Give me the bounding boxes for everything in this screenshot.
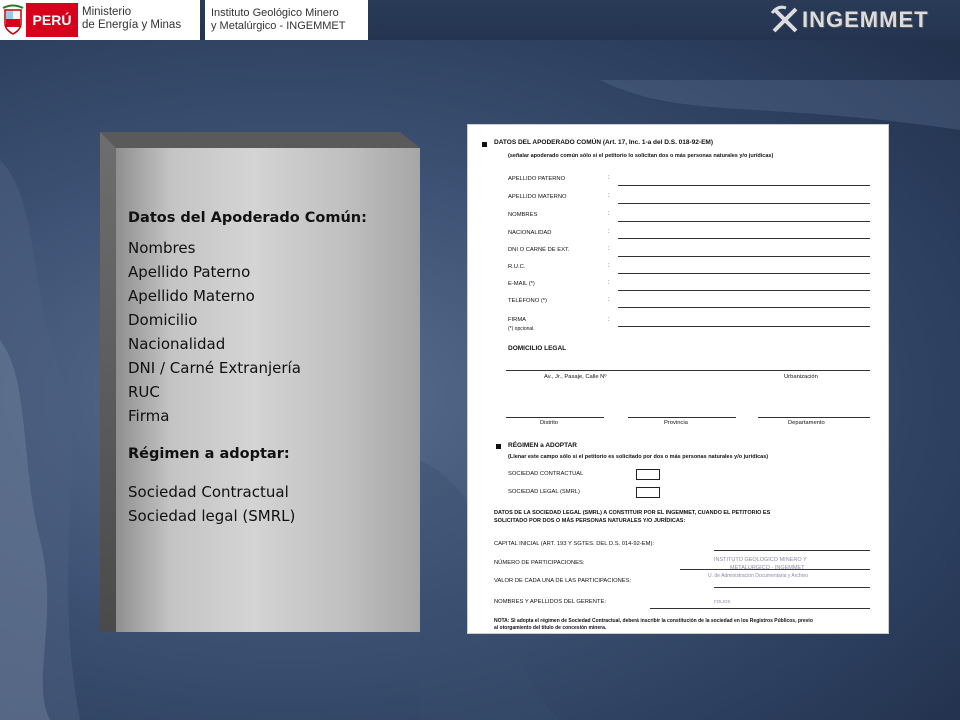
panel-content: [128, 206, 398, 528]
regimen-title: RÉGIMEN a ADOPTAR: [508, 442, 577, 449]
field-line: [618, 326, 870, 327]
institute-line2: y Metalúrgico - INGEMMET: [211, 20, 346, 32]
pickaxe-icon: [770, 5, 800, 35]
field-line: [758, 417, 870, 418]
item-firma: Firma: [128, 407, 170, 425]
item-sociedad-legal: Sociedad legal (SMRL): [128, 507, 296, 525]
institute-line1: Instituto Geológico Minero: [211, 7, 339, 19]
section-apoderado-subtitle: (señalar apoderado común sólo si el petitorio lo solicitan dos o más personas naturales y/o jurídicas): [508, 153, 774, 159]
checkbox-sociedad-contractual[interactable]: [636, 469, 660, 480]
panel-top-face: [100, 132, 420, 148]
colon: :: [608, 263, 610, 269]
item-apellido-materno: Apellido Materno: [128, 287, 255, 305]
field-ruc: R.U.C.: [508, 264, 526, 270]
field-valor: VALOR DE CADA UNA DE LAS PARTICIPACIONES:: [494, 578, 632, 584]
field-line: [506, 370, 870, 371]
field-line: [714, 550, 870, 551]
field-email: E-MAIL (*): [508, 281, 535, 287]
field-line: [650, 608, 870, 609]
ingemmet-title: INGEMMET: [802, 7, 929, 32]
field-line: [618, 290, 870, 291]
field-participaciones: NÚMERO DE PARTICIPACIONES:: [494, 560, 585, 566]
checkbox-sociedad-legal[interactable]: [636, 487, 660, 498]
header-bar: [0, 0, 960, 40]
stamp-line1: INSTITUTO GEOLOGICO MINERO Y: [714, 557, 807, 563]
smrl-title-line1: DATOS DE LA SOCIEDAD LEGAL (SMRL) A CONSTITUIR POR EL INGEMMET, CUANDO EL PETITORIO ES: [494, 510, 771, 516]
item-sociedad-contractual: Sociedad Contractual: [128, 483, 289, 501]
colon: :: [608, 280, 610, 286]
coat-of-arms-icon: [2, 4, 24, 36]
option-sociedad-legal: SOCIEDAD LEGAL (SMRL): [508, 489, 580, 495]
colon: :: [608, 175, 610, 181]
field-telefono: TELÉFONO (*): [508, 298, 547, 304]
field-nombres: NOMBRES: [508, 212, 538, 218]
field-firma: FIRMA: [508, 317, 527, 323]
section-apoderado-title: DATOS DEL APODERADO COMÚN (Art. 17, Inc. 1-a del D.S. 018-92-EM): [494, 139, 713, 146]
label-provincia: Provincia: [664, 420, 688, 426]
field-nacionalidad: NACIONALIDAD: [508, 230, 552, 236]
field-line: [618, 256, 870, 257]
colon: :: [608, 193, 610, 199]
field-line: [506, 417, 604, 418]
field-capital: CAPITAL INICIAL (ART. 193 Y SGTES. DEL D.S. 014-92-EM):: [494, 541, 655, 547]
field-line: [714, 587, 870, 588]
institute-name: [211, 7, 345, 33]
peru-label: PERÚ: [26, 3, 78, 37]
item-dni: DNI / Carné Extranjería: [128, 359, 301, 377]
bullet-icon: [496, 444, 501, 449]
field-dni: DNI O CARNÉ DE EXT.: [508, 247, 570, 253]
field-gerente: NOMBRES Y APELLIDOS DEL GERENTE:: [494, 599, 607, 605]
field-apellido-materno: APELLIDO MATERNO: [508, 194, 567, 200]
label-departamento: Departamento: [788, 420, 825, 426]
regimen-subtitle: (Llenar este campo sólo si el petitorio es solicitado por dos o más personas naturales y/o jurídicas): [508, 454, 769, 460]
label-urbanizacion: Urbanización: [784, 374, 818, 380]
label-direccion: Av., Jr., Pasaje, Calle Nº: [544, 374, 607, 380]
ministry-name: [82, 6, 181, 32]
form-document: [468, 125, 888, 633]
item-nacionalidad: Nacionalidad: [128, 335, 226, 353]
ministry-line1: Ministerio: [82, 6, 132, 18]
stamp-line2: METALURGICO - INGEMMET: [730, 565, 805, 571]
field-apellido-paterno: APELLIDO PATERNO: [508, 176, 566, 182]
field-line: [618, 185, 870, 186]
regimen-heading: Régimen a adoptar:: [128, 446, 290, 462]
colon: :: [608, 211, 610, 217]
field-line: [618, 203, 870, 204]
smrl-title-line2: SOLICITADO POR DOS O MÁS PERSONAS NATURALES Y/O JURÍDICAS:: [494, 518, 686, 524]
item-domicilio: Domicilio: [128, 311, 198, 329]
optional-note: (*) opcional.: [508, 326, 535, 332]
colon: :: [608, 317, 610, 323]
item-nombres: Nombres: [128, 239, 196, 257]
info-panel: [100, 132, 420, 632]
stamp-folios: FOLIOS: [714, 599, 731, 604]
domicilio-title: DOMICILIO LEGAL: [508, 345, 567, 352]
colon: :: [608, 297, 610, 303]
stamp-line3: U. de Administración Documentaria y Archivo: [708, 573, 809, 579]
note-line1: NOTA: Si adopta el régimen de Sociedad Contractual, deberá inscribir la constitución de la sociedad en los Registros Públicos, previo: [494, 618, 813, 624]
ingemmet-brand: [770, 4, 929, 36]
note-line2: al otorgamiento del título de concesión minera.: [494, 625, 607, 631]
ministry-logo: [0, 0, 200, 40]
field-line: [618, 238, 870, 239]
colon: :: [608, 246, 610, 252]
option-sociedad-contractual: SOCIEDAD CONTRACTUAL: [508, 471, 584, 477]
apoderado-heading: Datos del Apoderado Común:: [128, 210, 367, 226]
institute-logo: [205, 0, 368, 40]
item-ruc: RUC: [128, 383, 160, 401]
panel-side-face: [100, 132, 116, 632]
label-distrito: Distrito: [540, 420, 559, 426]
bullet-icon: [482, 142, 487, 147]
field-line: [618, 273, 870, 274]
field-line: [618, 221, 870, 222]
field-line: [618, 307, 870, 308]
ministry-line2: de Energía y Minas: [82, 19, 182, 31]
item-apellido-paterno: Apellido Paterno: [128, 263, 251, 281]
field-line: [628, 417, 736, 418]
colon: :: [608, 229, 610, 235]
